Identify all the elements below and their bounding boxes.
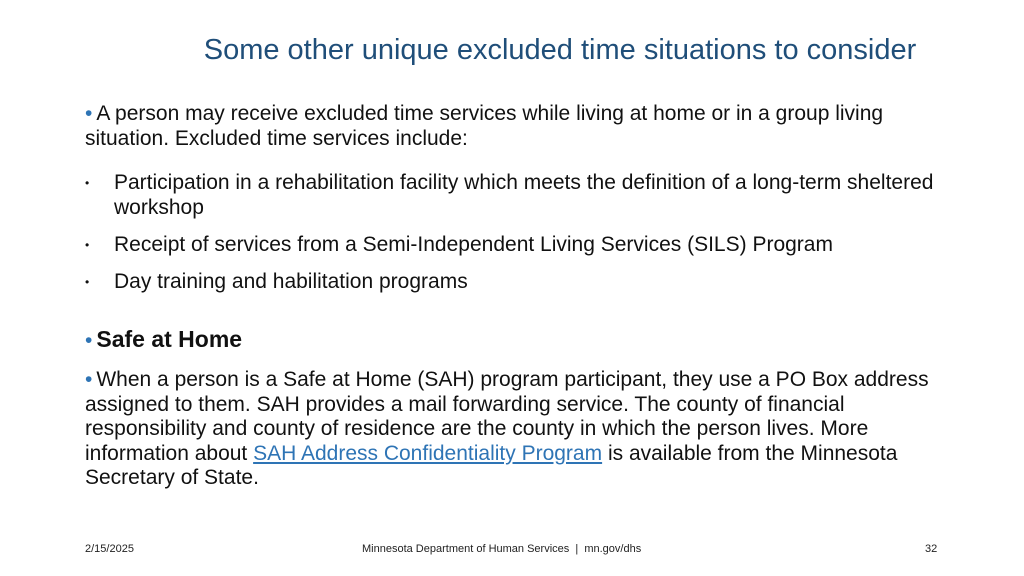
- bullet-icon: •: [85, 102, 93, 125]
- service-text: Receipt of services from a Semi-Independent Living Services (SILS) Program: [114, 233, 833, 256]
- page-number: 32: [925, 543, 938, 555]
- bullet-icon: •: [85, 329, 93, 352]
- service-text: Participation in a rehabilitation facility which meets the definition of a long-term sheltered workshop: [114, 171, 934, 219]
- list-item: [85, 270, 955, 295]
- section-heading-text: Safe at Home: [96, 326, 243, 352]
- slide-title: Some other unique excluded time situations to consider: [203, 34, 917, 66]
- sah-program-link[interactable]: SAH Address Confidentiality Program: [253, 441, 603, 465]
- sah-paragraph: [85, 368, 955, 491]
- footer-organization: Minnesota Department of Human Services | mn.gov/dhs: [362, 543, 642, 555]
- sah-text-after: is available from the Minnesota Secretary of State.: [85, 441, 898, 489]
- footer-date: 2/15/2025: [85, 543, 134, 555]
- list-item: [85, 233, 955, 258]
- intro-paragraph: [85, 102, 955, 151]
- intro-text: A person may receive excluded time services while living at home or in a group living situation. Excluded time services include:: [85, 102, 884, 150]
- bullet-icon: •: [85, 238, 90, 252]
- section-heading: [85, 327, 955, 354]
- bullet-icon: •: [85, 275, 90, 289]
- bullet-icon: •: [85, 176, 90, 190]
- service-text: Day training and habilitation programs: [114, 270, 468, 293]
- bullet-icon: •: [85, 368, 93, 391]
- list-item: [85, 171, 955, 220]
- sah-text-before: When a person is a Safe at Home (SAH) program participant, they use a PO Box address assigned to them. SAH provides a mail forwarding service. The county of financial responsibility and county of residence are the county in which the person lives. More information about: [85, 368, 929, 465]
